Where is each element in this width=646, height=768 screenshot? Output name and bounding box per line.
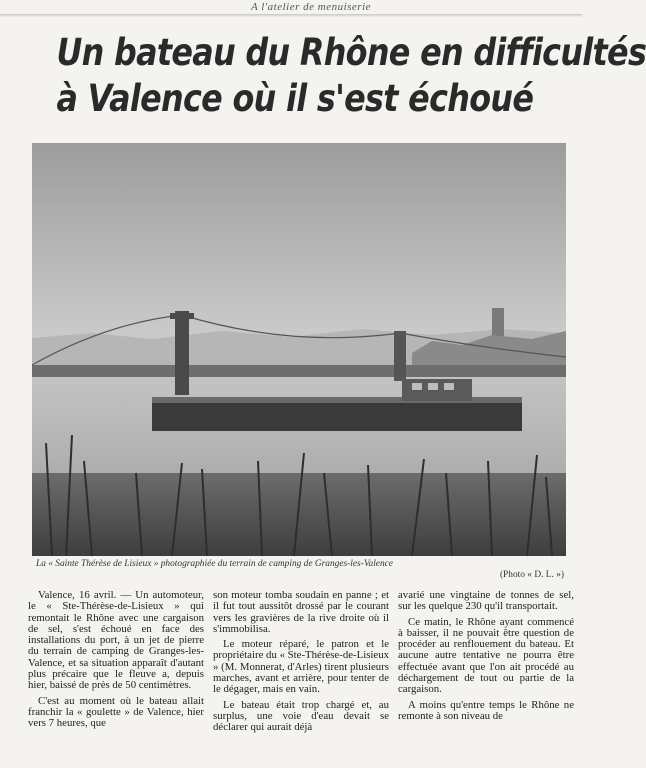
paragraph: Ce matin, le Rhône ayant commencé à baisser, il ne pouvait être question de procéder au renflouement du bateau. Et aucune autre tentative ne pourra être effectuée avant que l'on ait procédé au déchargement de tout ou partie de la cargaison. <box>398 615 574 696</box>
paragraph: Le bateau était trop chargé et, au surplus, une voie d'eau devait se déclarer qui aurait déjà <box>213 698 389 734</box>
paragraph: C'est au moment où le bateau allait franchir la « goulette » de Valence, hier vers 7 heures, que <box>28 694 204 730</box>
window <box>412 383 422 390</box>
article-column-2 <box>213 590 389 768</box>
photo-caption <box>32 559 566 589</box>
page-edge <box>0 14 582 17</box>
article-body <box>28 590 574 768</box>
news-photo <box>32 143 566 556</box>
headline-line-2: à Valence où il s'est échoué <box>56 77 534 120</box>
window <box>428 383 438 390</box>
paragraph: avarié une vingtaine de tonnes de sel, sur les quelque 230 qu'il transportait. <box>398 589 574 613</box>
article-column-3 <box>398 590 574 768</box>
photo-credit: (Photo « D. L. ») <box>499 570 564 580</box>
paragraph: A moins qu'entre temps le Rhône ne remonte à son niveau de <box>398 698 574 722</box>
photo-illustration <box>32 143 566 556</box>
bridge-pylon-left <box>175 311 189 395</box>
paragraph: Valence, 16 avril. — Un automoteur, le « Ste-Thérèse-de-Lisieux » qui remontait le Rhône avec une cargaison de sel, s'est échoué en face des installations du port, à un jet de pierre du terrain de camping de Granges-les-Valence, et sa situation apparaît d'autant plus précaire que le fleuve a, depuis hier, baissé de près de 50 centimètres. <box>28 589 204 692</box>
headline <box>56 30 646 122</box>
caption-text: La « Sainte Thérèse de Lisieux » photographiée du terrain de camping de Granges-les-Valence <box>36 559 393 569</box>
article-column-1 <box>28 590 204 768</box>
bridge-pylon-right <box>394 331 406 381</box>
bridge-deck <box>32 365 566 377</box>
headline-line-1: Un bateau du Rhône en difficultés <box>56 31 646 74</box>
paragraph: Le moteur réparé, le patron et le propriétaire du « Ste-Thérèse-de-Lisieux » (M. Monnerat, d'Arles) tirent plusieurs marches, avant et arrière, pour tenter de le dégager, mais en vain. <box>213 638 389 696</box>
paragraph: son moteur tomba soudain en panne ; et il fut tout aussitôt drossé par le courant vers les gravières de la rive droite où il s'immobilisa. <box>213 589 389 635</box>
pylon-cap-left <box>170 313 194 319</box>
running-header-text: A l'atelier de menuiserie <box>250 1 372 13</box>
window <box>444 383 454 390</box>
